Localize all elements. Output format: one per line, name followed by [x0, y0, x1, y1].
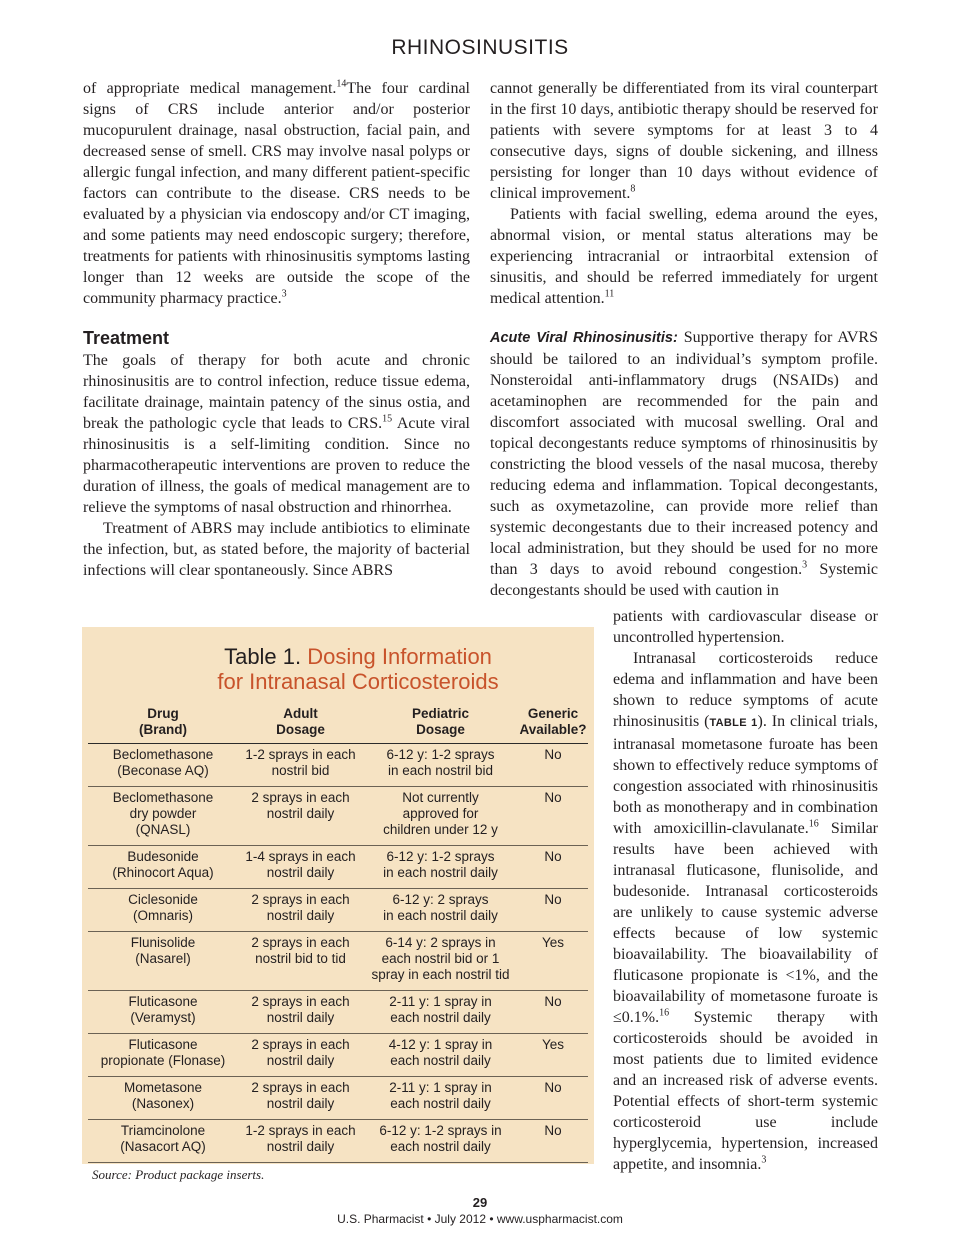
- column-right: [613, 606, 878, 1175]
- cell-line: 2 sprays in each: [251, 1037, 350, 1052]
- table-row: [88, 787, 588, 846]
- cell-pediatric-dosage: [363, 1034, 518, 1077]
- cell-line: dry powder: [129, 806, 197, 821]
- text-run: Supportive therapy for AVRS should be tailored to an individual’s symptom profile. Nonsteroidal anti-inflammatory drugs (NSAIDs) and acetaminophen are recommended for the pain and discomfort associated with mucosal swelling. Oral and topical decongestants reduce symptoms of rhinosinusitis by constricting the blood vessels of the nasal mucosa, thereby reducing edema and inflammation. Topical decongestants, such as oxymetazoline, can provide more relief than systemic decongestants due to their increased potency and local administration, but they should be used for no more than 3 days to avoid rebound congestion.: [490, 329, 878, 578]
- cell-line: (Veramyst): [130, 1010, 196, 1025]
- paragraph-abrs: Treatment of ABRS may include antibiotics to eliminate the infection, but, as stated before, the majority of bacterial infections will clear spontaneously. Since ABRS: [83, 520, 470, 579]
- cell-line: nostril daily: [266, 1010, 335, 1025]
- cell-line: 4-12 y: 1 spray in: [388, 1037, 493, 1052]
- header-text: Pediatric: [411, 706, 470, 721]
- cell-line: Beclomethasone: [112, 747, 214, 762]
- paragraph-crs: [83, 78, 470, 309]
- cell-adult-dosage: [238, 1034, 363, 1077]
- cell-line: Beclomethasone: [112, 790, 214, 805]
- cell-line: (Omnaris): [133, 908, 193, 923]
- cell-line: children under 12 y: [383, 822, 498, 837]
- cell-drug: [88, 846, 238, 889]
- cell-line: each nostril daily: [390, 1139, 491, 1154]
- cell-drug: [88, 787, 238, 846]
- cell-line: nostril daily: [266, 1096, 335, 1111]
- cell-adult-dosage: [238, 846, 363, 889]
- paragraph-antibiotics: [490, 78, 878, 204]
- cell-line: in each nostril daily: [383, 908, 498, 923]
- cell-pediatric-dosage: [363, 1077, 518, 1120]
- running-head: RHINOSINUSITIS: [391, 36, 569, 59]
- cell-drug: [88, 889, 238, 932]
- table-body: [88, 744, 588, 1163]
- cell-generic-available: No: [518, 1120, 588, 1163]
- cell-drug: [88, 1120, 238, 1163]
- publication-line: U.S. Pharmacist • July 2012 • www.uspharmacist.com: [337, 1212, 623, 1226]
- cell-line: Triamcinolone: [120, 1123, 206, 1138]
- cell-line: 1-2 sprays in each: [245, 747, 356, 762]
- cell-adult-dosage: [238, 787, 363, 846]
- cell-generic-available: No: [518, 846, 588, 889]
- citation: 3: [802, 559, 808, 571]
- table-row: [88, 1120, 588, 1163]
- cell-line: Not currently: [402, 790, 479, 805]
- text-run: Patients with facial swelling, edema around the eyes, abnormal vision, or mental status alterations may be experiencing intracranial or intraorbital extension of sinusitis, and should be referred immediately for urgent medical attention.: [490, 206, 878, 307]
- text-run: Systemic therapy with corticosteroids should be avoided in most patients due to limited evidence and an increased risk of adverse events. Potential effects of short-term systemic corticosteroid use include hyperglycemia, hypertension, increased appetite, and insomnia.: [613, 1009, 878, 1173]
- cell-line: 1-2 sprays in each: [245, 1123, 356, 1138]
- header-text: Dosage: [276, 722, 325, 737]
- cell-generic-available: No: [518, 1077, 588, 1120]
- header-text: Generic: [527, 706, 579, 721]
- cell-line: 2-11 y: 1 spray in: [389, 994, 492, 1009]
- cell-line: nostril daily: [266, 908, 335, 923]
- table-header-row: [88, 706, 588, 744]
- cell-adult-dosage: [238, 889, 363, 932]
- cell-line: propionate (Flonase): [100, 1053, 226, 1068]
- table-row: [88, 846, 588, 889]
- cell-generic-available: No: [518, 991, 588, 1034]
- dosing-table: [88, 706, 588, 1163]
- cell-line: Fluticasone: [128, 994, 198, 1009]
- table-title-line2: for Intranasal Corticosteroids: [217, 669, 499, 694]
- table-source: Source: Product package inserts.: [92, 1167, 265, 1182]
- citation: 15: [382, 413, 393, 425]
- cell-line: 6-12 y: 1-2 sprays: [386, 747, 495, 762]
- cell-adult-dosage: [238, 744, 363, 787]
- cell-line: 6-12 y: 1-2 sprays in: [379, 1123, 502, 1138]
- citation: 16: [659, 1007, 670, 1019]
- header-generic: [518, 706, 588, 744]
- cell-line: (Beconase AQ): [117, 763, 209, 778]
- table-row: [88, 1077, 588, 1120]
- page-number: 29: [472, 1195, 488, 1210]
- cell-adult-dosage: [238, 991, 363, 1034]
- cell-line: nostril bid to tid: [255, 951, 346, 966]
- table-label: Table 1.: [224, 644, 302, 669]
- cell-pediatric-dosage: [363, 787, 518, 846]
- cell-line: in each nostril bid: [387, 763, 494, 778]
- cell-line: (Rhinocort Aqua): [112, 865, 214, 880]
- cell-line: (Nasacort AQ): [120, 1139, 206, 1154]
- paragraph-corticosteroids: [613, 648, 878, 1175]
- cell-adult-dosage: [238, 932, 363, 991]
- table-row: [88, 991, 588, 1034]
- cell-drug: [88, 932, 238, 991]
- cell-line: nostril daily: [266, 865, 335, 880]
- table-row: [88, 889, 588, 932]
- cell-pediatric-dosage: [363, 889, 518, 932]
- cell-pediatric-dosage: [363, 991, 518, 1034]
- table-row: [88, 932, 588, 991]
- paragraph-avrs: [490, 327, 878, 601]
- text-run: Intranasal corticosteroids reduce edema and inflammation and have been shown to reduce symptoms of acute rhinosinusitis (: [613, 650, 878, 730]
- text-run: The goals of therapy for both acute and chronic rhinosinusitis are to control infection, reduce tissue edema, facilitate drainage, maintain patency of the sinus ostia, and break the pathologic cycle that leads to CRS.: [83, 352, 470, 432]
- cell-line: 2-11 y: 1 spray in: [389, 1080, 492, 1095]
- cell-generic-available: Yes: [518, 1034, 588, 1077]
- cell-line: each nostril bid or 1: [381, 951, 500, 966]
- cell-pediatric-dosage: [363, 1120, 518, 1163]
- cell-generic-available: Yes: [518, 932, 588, 991]
- cell-generic-available: No: [518, 889, 588, 932]
- column-middle: [490, 78, 878, 601]
- cell-drug: [88, 1034, 238, 1077]
- header-text: Available?: [519, 722, 587, 737]
- cell-drug: [88, 991, 238, 1034]
- cell-line: Flunisolide: [130, 935, 196, 950]
- cell-pediatric-dosage: [363, 846, 518, 889]
- header-pediatric: [363, 706, 518, 744]
- cell-adult-dosage: [238, 1120, 363, 1163]
- cell-pediatric-dosage: [363, 744, 518, 787]
- header-text: Adult: [283, 706, 318, 721]
- cell-line: nostril daily: [266, 1053, 335, 1068]
- table-title: [88, 644, 588, 694]
- cell-line: Ciclesonide: [128, 892, 198, 907]
- header-text: Dosage: [416, 722, 465, 737]
- text-run: ). In clinical trials, intranasal mometasone furoate has been shown to effectively reduce symptoms of congestion associated with rhinosinusitis both as monotherapy and in combination with amoxicillin-clavulanate.: [613, 713, 879, 837]
- header-drug: [88, 706, 238, 744]
- citation: 11: [604, 288, 615, 300]
- treatment-heading: Treatment: [83, 328, 170, 348]
- table-row: [88, 1034, 588, 1077]
- cell-line: each nostril daily: [390, 1053, 491, 1068]
- citation: 14: [336, 78, 347, 90]
- cell-line: 6-12 y: 2 sprays: [392, 892, 489, 907]
- text-run: Systemic decongestants should be used with caution in: [490, 561, 878, 599]
- text-run: Acute viral rhinosinusitis is a self-limiting condition. Since no pharmacotherapeutic interventions are proven to reduce the duration of illness, the goals of medical management are to relieve the symptoms of nasal obstruction and rhinorrhea.: [83, 415, 471, 516]
- cell-generic-available: No: [518, 744, 588, 787]
- avrs-runin-heading: Acute Viral Rhinosinusitis:: [490, 330, 678, 346]
- cell-pediatric-dosage: [363, 932, 518, 991]
- cell-line: 2 sprays in each: [251, 994, 350, 1009]
- cell-adult-dosage: [238, 1077, 363, 1120]
- column-left: [83, 78, 470, 581]
- cell-line: 2 sprays in each: [251, 1080, 350, 1095]
- table-reference: TABLE 1: [709, 717, 758, 729]
- cell-line: each nostril daily: [390, 1096, 491, 1111]
- paragraph-goals: [83, 350, 470, 518]
- cell-line: each nostril daily: [390, 1010, 491, 1025]
- cell-line: 6-12 y: 1-2 sprays: [386, 849, 495, 864]
- header-adult: [238, 706, 363, 744]
- text-run: of appropriate medical management.: [83, 80, 337, 97]
- cell-line: 2 sprays in each: [251, 935, 350, 950]
- cell-line: spray in each nostril tid: [371, 967, 510, 982]
- text-run: Similar results have been achieved with intranasal fluticasone, flunisolide, and budesonide. Intranasal corticosteroids are unlikely to cause systemic adverse effects because of low systemic bioavailability. The bioavailability of fluticasone propionate is <1%, and the bioavailability of mometasone furoate is ≤0.1%.: [613, 820, 878, 1026]
- header-text: Drug: [147, 706, 179, 721]
- text-run: cannot generally be differentiated from its viral counterpart in the first 10 days, antibiotic therapy should be reserved for patients with severe symptoms for at least 3 to 4 consecutive days, signs of double sickening, and illness persisting for longer than 10 days without evidence of clinical improvement.: [490, 80, 878, 202]
- citation: 3: [281, 288, 287, 300]
- citation: 8: [630, 183, 636, 195]
- cell-line: (Nasonex): [131, 1096, 195, 1111]
- table-title-line1: Dosing Information: [307, 644, 492, 669]
- cell-line: Fluticasone: [128, 1037, 198, 1052]
- cell-drug: [88, 744, 238, 787]
- cell-line: Mometasone: [123, 1080, 203, 1095]
- cell-line: (Nasarel): [135, 951, 191, 966]
- cell-line: 6-14 y: 2 sprays in: [385, 935, 496, 950]
- cell-line: 1-4 sprays in each: [245, 849, 356, 864]
- paragraph-referral: [490, 204, 878, 309]
- paragraph-cardiovascular: patients with cardiovascular disease or uncontrolled hypertension.: [613, 608, 878, 646]
- table-1-box: [82, 627, 594, 1182]
- cell-line: 2 sprays in each: [251, 790, 350, 805]
- header-text: (Brand): [139, 722, 187, 737]
- cell-line: nostril daily: [266, 806, 335, 821]
- cell-line: Budesonide: [127, 849, 199, 864]
- cell-line: nostril daily: [266, 1139, 335, 1154]
- citation: 3: [761, 1154, 767, 1166]
- cell-line: (QNASL): [135, 822, 191, 837]
- cell-line: in each nostril daily: [383, 865, 498, 880]
- cell-line: approved for: [402, 806, 479, 821]
- citation: 16: [808, 818, 819, 830]
- cell-line: nostril bid: [271, 763, 330, 778]
- cell-drug: [88, 1077, 238, 1120]
- text-run: The four cardinal signs of CRS include anterior and/or posterior mucopurulent drainage, nasal obstruction, facial pain, and decreased sense of smell. CRS may involve nasal polyps or allergic fungal infection, and many different patient-specific factors can contribute to the disease. CRS needs to be evaluated by a physician via endoscopy and/or CT imaging, and some patients may need endoscopic surgery; therefore, treatments for patients with rhinosinusitis symptoms lasting longer than 12 weeks are outside the scope of the community pharmacy practice.: [83, 80, 470, 307]
- cell-generic-available: No: [518, 787, 588, 846]
- cell-line: 2 sprays in each: [251, 892, 350, 907]
- table-row: [88, 744, 588, 787]
